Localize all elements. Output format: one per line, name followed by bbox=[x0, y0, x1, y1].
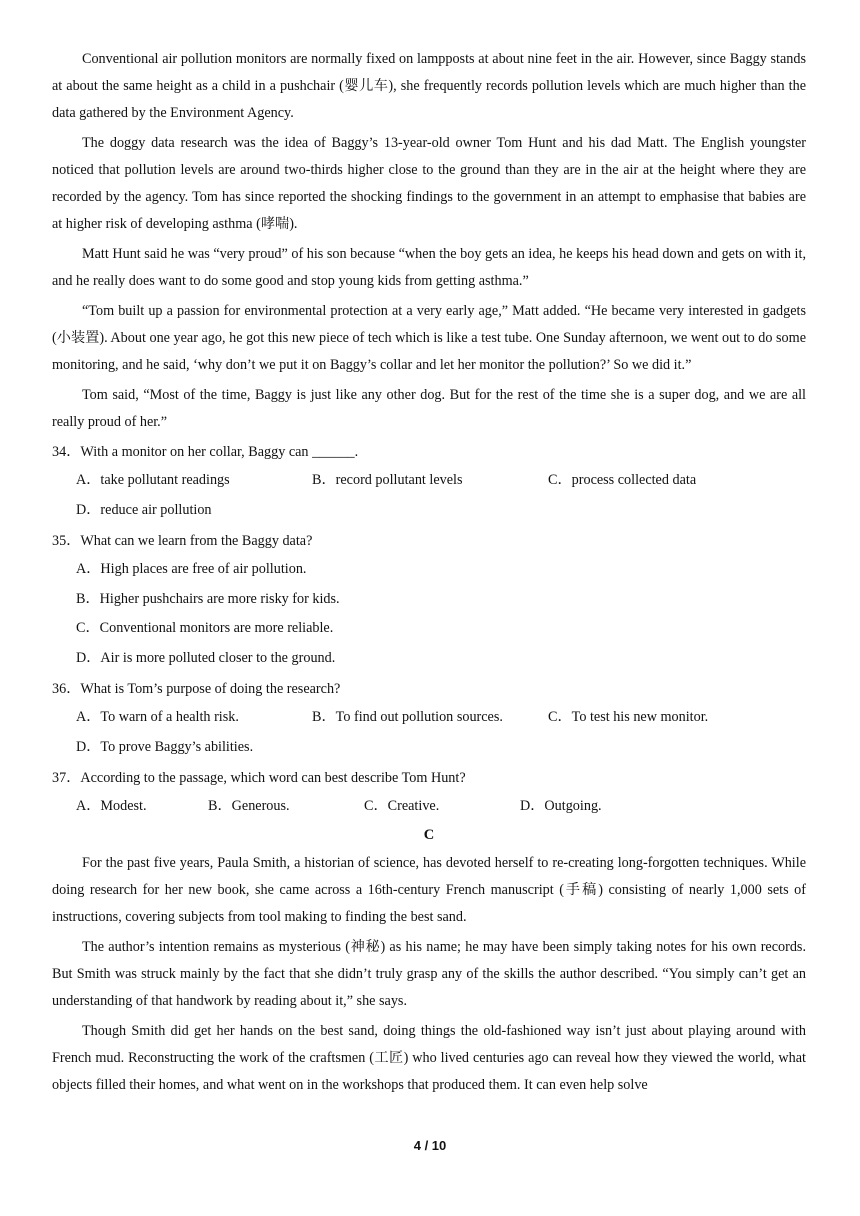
option-a: A．To warn of a health risk. bbox=[76, 709, 239, 725]
question-36 bbox=[52, 676, 806, 762]
option-d: D．Outgoing. bbox=[520, 798, 602, 814]
option-b: B．To find out pollution sources. bbox=[312, 709, 503, 725]
option-list bbox=[76, 703, 806, 762]
passage-c-paragraph: Though Smith did get her hands on the best sand, doing things the old-fashioned way isn’t just about playing around with French mud. Reconstructing the work of the craftsmen (工匠) who lived centuries ago can reveal how they viewed the world, what objects filled their homes, and what went on in the workshops that produced them. It can even help solve bbox=[52, 1022, 806, 1093]
option-b: B．Generous. bbox=[208, 798, 290, 814]
passage-b-paragraph: Conventional air pollution monitors are normally fixed on lampposts at about nine feet in the air. However, since Baggy stands at about the same height as a child in a pushchair (婴儿车), she frequently records pollution levels which are much higher than the data gathered by the Environment Agency. bbox=[52, 51, 806, 121]
option-d: D．reduce air pollution bbox=[76, 501, 212, 518]
question-34 bbox=[52, 439, 806, 525]
question-stem: 36．What is Tom’s purpose of doing the research? bbox=[52, 681, 341, 697]
option-d: D．To prove Baggy’s abilities. bbox=[76, 738, 254, 755]
option-list bbox=[76, 792, 806, 822]
option-b: B．record pollutant levels bbox=[312, 472, 463, 488]
document-page bbox=[52, 46, 806, 1102]
passage-c-paragraph: For the past five years, Paula Smith, a historian of science, has devoted herself to re-creating long-forgotten techniques. While doing research for her new book, she came across a 16th-century French manuscript (手稿) consisting of nearly 1,000 sets of instructions, covering subjects from tool making to finding the best sand. bbox=[52, 854, 806, 925]
option-c: C．Conventional monitors are more reliable. bbox=[76, 620, 334, 636]
passage-b-paragraph: Matt Hunt said he was “very proud” of his son because “when the boy gets an idea, he keeps his head down and gets on with it, and he really does want to do some good and stop young kids from getting asthma.” bbox=[52, 246, 806, 289]
option-d: D．Air is more polluted closer to the ground. bbox=[76, 649, 336, 666]
option-list bbox=[76, 555, 806, 673]
question-35 bbox=[52, 528, 806, 673]
passage-b-paragraph: The doggy data research was the idea of Baggy’s 13-year-old owner Tom Hunt and his dad Matt. The English youngster noticed that pollution levels are around two-thirds higher close to the ground than they are in the air at the height where they are recorded by the agency. Tom has since reported the shocking findings to the government in an attempt to emphasise that babies are at higher risk of developing asthma (哮喘). bbox=[52, 135, 806, 232]
question-stem: 34．With a monitor on her collar, Baggy can ______. bbox=[52, 444, 359, 460]
option-a: A．Modest. bbox=[76, 798, 147, 814]
passage-b-paragraph: “Tom built up a passion for environmental protection at a very early age,” Matt added. “He became very interested in gadgets (小装置). About one year ago, he got this new piece of tech which is like a test tube. One Sunday afternoon, we went out to do some monitoring, and he said, ‘why don’t we put it on Baggy’s collar and let her monitor the pollution?’ So we did it.” bbox=[52, 303, 806, 373]
option-a: A．take pollutant readings bbox=[76, 472, 230, 488]
option-c: C．To test his new monitor. bbox=[548, 709, 709, 725]
page-number: 4 / 10 bbox=[413, 1138, 447, 1153]
option-a: A．High places are free of air pollution. bbox=[76, 561, 307, 577]
option-c: C．process collected data bbox=[548, 472, 697, 488]
option-list bbox=[76, 466, 806, 525]
question-stem: 37．According to the passage, which word can best describe Tom Hunt? bbox=[52, 770, 466, 786]
passage-c-paragraph: The author’s intention remains as mysterious (神秘) as his name; he may have been simply taking notes for his own records. But Smith was struck mainly by the fact that she didn’t truly grasp any of the skills the author described. “You simply can’t get an understanding of that handwork by reading about it,” she says. bbox=[52, 938, 806, 1009]
passage-b-paragraph: Tom said, “Most of the time, Baggy is just like any other dog. But for the rest of the time she is a super dog, and we are all really proud of her.” bbox=[52, 387, 806, 430]
question-stem: 35．What can we learn from the Baggy data? bbox=[52, 533, 313, 549]
section-heading: C bbox=[423, 826, 435, 843]
option-b: B．Higher pushchairs are more risky for kids. bbox=[76, 590, 340, 607]
question-37 bbox=[52, 765, 806, 822]
option-c: C．Creative. bbox=[364, 798, 440, 814]
